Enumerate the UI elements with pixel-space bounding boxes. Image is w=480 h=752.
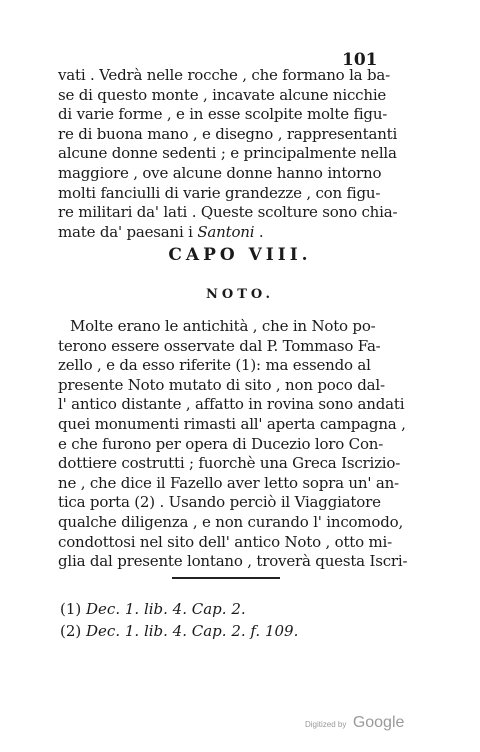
footnote-1 (60, 598, 298, 620)
text-line: maggiore , ove alcune donne hanno intorno (58, 163, 382, 182)
paragraph-noto (58, 317, 408, 572)
page-number: 101 (342, 50, 378, 70)
text-line: se di questo monte , incavate alcune nicchie (58, 85, 387, 104)
digitization-watermark (305, 714, 404, 732)
footnote-marker: (1) (60, 600, 82, 618)
text-line: ne , che dice il Fazello aver letto sopra un' an- (58, 473, 399, 492)
text-line: presente Noto mutato di sito , non poco dal- (58, 375, 385, 394)
text-line: alcune donne sedenti ; e principalmente nella (58, 144, 397, 163)
text-line: dottiere costrutti ; fuorchè una Greca Iscrizio- (58, 454, 401, 473)
text-line: terono essere osservate dal P. Tommaso Fa- (58, 336, 381, 355)
footnote-divider (172, 577, 280, 579)
text-line: Molte erano le antichità , che in Noto po- (70, 317, 376, 335)
text-fragment: mate da' paesani i (58, 222, 198, 241)
text-line: molti fanciulli di varie grandezze , con figu- (58, 183, 381, 202)
watermark-prefix: Digitized by (305, 720, 347, 729)
text-line: re militari da' lati . Queste scolture sono chia- (58, 203, 398, 222)
google-logo: Google (352, 714, 405, 731)
text-line: condottosi nel sito dell' antico Noto , otto mi- (58, 532, 392, 551)
chapter-title: CAPO VIII. (168, 245, 312, 265)
footnote-marker: (2) (60, 622, 82, 640)
text-line: quei monumenti rimasti all' aperta campagna , (58, 414, 406, 433)
footnote-text: Dec. 1. lib. 4. Cap. 2. (86, 600, 246, 618)
text-line: zello , e da esso riferite (1): ma essendo al (58, 356, 371, 375)
text-line: vati . Vedrà nelle rocche , che formano la ba- (58, 66, 390, 84)
text-line: tica porta (2) . Usando perciò il Viaggiatore (58, 493, 381, 512)
text-line: l' antico distante , affatto in rovina sono andati (58, 395, 405, 414)
text-line: glia dal presente lontano , troverà questa Iscri- (58, 552, 408, 571)
text-fragment: . (254, 222, 264, 241)
italic-word: Santoni (197, 222, 255, 241)
footnote-2 (60, 620, 298, 642)
footnotes (60, 598, 298, 642)
text-line: e che furono per opera di Ducezio loro Con- (58, 434, 384, 453)
text-line-last (58, 223, 388, 243)
text-line: qualche diligenza , e non curando l' incomodo, (58, 512, 404, 531)
text-line: di varie forme , e in esse scolpite molte figu- (58, 105, 388, 124)
section-title: NOTO. (206, 287, 274, 302)
paragraph-continuation (58, 66, 398, 242)
text-line: re di buona mano , e disegno , rappresentanti (58, 124, 398, 143)
footnote-text: Dec. 1. lib. 4. Cap. 2. f. 109. (86, 622, 299, 640)
